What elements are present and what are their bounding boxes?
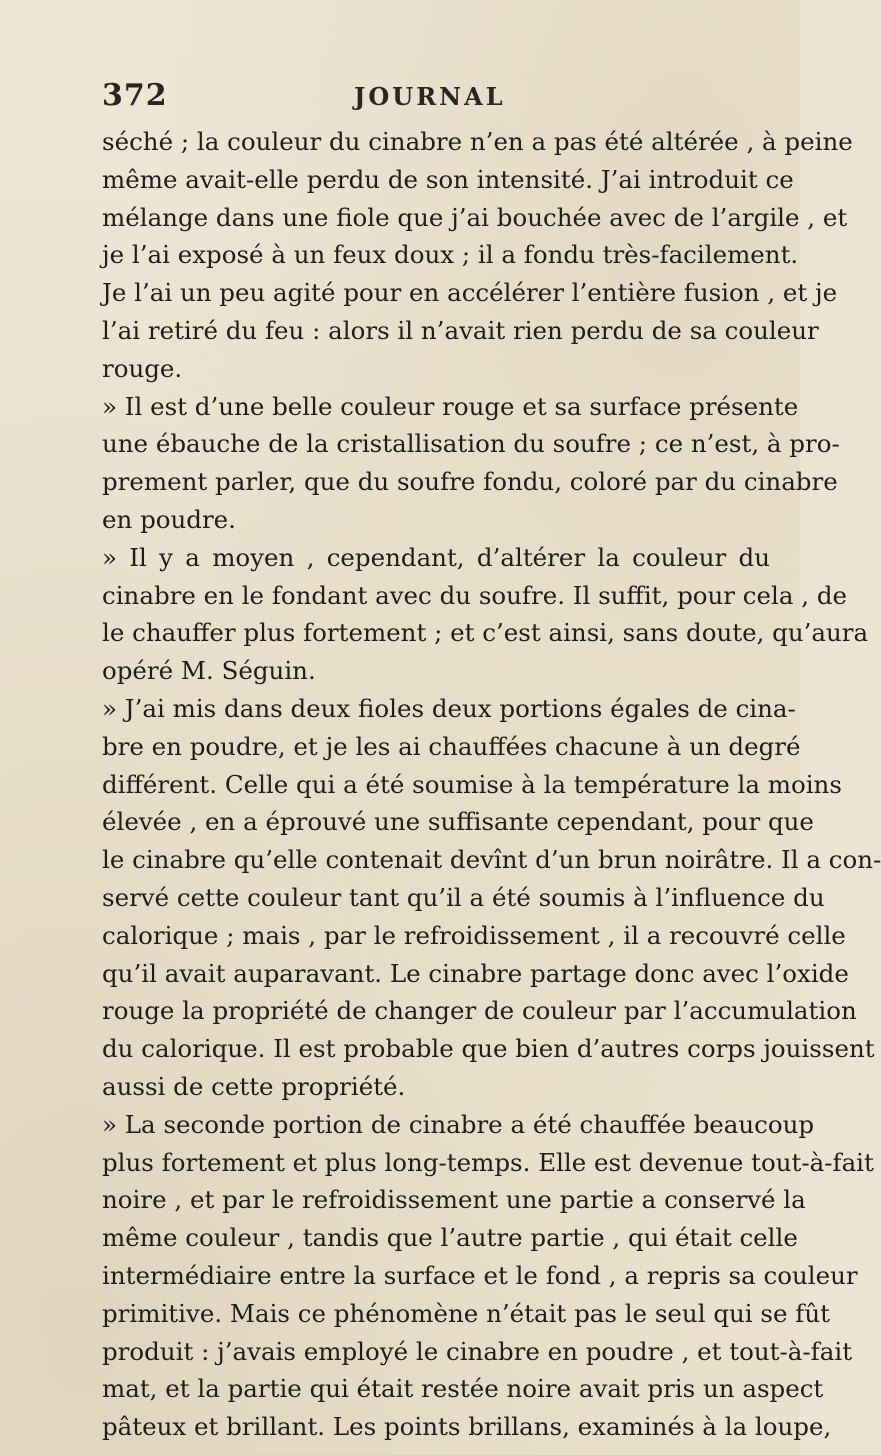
text-line: » Il est d’une belle couleur rouge et sa surface présente [102,391,799,421]
text-line: plus fortement et plus long-temps. Elle est devenue tout-à-fait [102,1147,874,1177]
text-line: une ébauche de la cristallisation du soufre ; ce n’est, à pro- [102,429,840,459]
text-line: aussi de cette propriété. [102,1071,406,1101]
text-line: primitive. Mais ce phénomène n’était pas le seul qui se fût [102,1298,830,1328]
text-line: Je l’ai un peu agité pour en accélérer l’entière fusion , et je [102,278,838,308]
text-line: rouge. [102,353,183,383]
text-line: rouge la propriété de changer de couleur par l’accumulation [102,996,857,1026]
text-line: intermédiaire entre la surface et le fond , a repris sa couleur [102,1260,858,1290]
text-line: séché ; la couleur du cinabre n’en a pas été altérée , à peine [102,127,853,156]
text-line: opéré M. Séguin. [102,656,316,686]
text-line: cinabre en le fondant avec du soufre. Il suffit, pour cela , de [102,580,848,610]
text-line: du calorique. Il est probable que bien d’autres corps jouissent [102,1034,875,1064]
text-line: prement parler, que du soufre fondu, coloré par du cinabre [102,467,838,497]
page-number: 372 [102,78,168,113]
text-line: produit : j’avais employé le cinabre en poudre , et tout-à-fait [102,1336,853,1366]
text-line: qu’il avait auparavant. Le cinabre partage donc avec l’oxide [102,958,849,988]
text-line: l’ai retiré du feu : alors il n’avait rien perdu de sa couleur [102,315,819,345]
text-line: même couleur , tandis que l’autre partie , qui était celle [102,1223,798,1253]
text-line: mélange dans une fiole que j’ai bouchée avec de l’argile , et [102,202,848,232]
text-line: servé cette couleur tant qu’il a été soumis à l’influence du [102,882,825,912]
text-line: en poudre. [102,504,236,534]
text-line: mat, et la partie qui était restée noire avait pris un aspect [102,1374,824,1404]
text-line: pâteux et brillant. Les points brillans, examinés à la loupe, [102,1412,832,1442]
text-line: noire , et par le refroidissement une partie a conservé la [102,1185,806,1215]
body-text [102,123,881,1446]
text-line: je l’ai exposé à un feux doux ; il a fondu très-facilement. [102,240,799,270]
text-line: élevée , en a éprouvé une suffisante cependant, pour que [102,807,814,837]
text-line: même avait-elle perdu de son intensité. J’ai introduit ce [102,164,794,194]
text-line: le cinabre qu’elle contenait devînt d’un brun noirâtre. Il a con- [102,845,881,875]
page-header [102,78,702,118]
text-line: » La seconde portion de cinabre a été chauffée beaucoup [102,1109,815,1139]
text-line: différent. Celle qui a été soumise à la température la moins [102,769,842,799]
text-line: le chauffer plus fortement ; et c’est ainsi, sans doute, qu’aura [102,618,869,648]
text-line: calorique ; mais , par le refroidissement , il a recouvré celle [102,920,846,950]
running-title: JOURNAL [354,82,506,111]
text-line: » J’ai mis dans deux fioles deux portions égales de cina- [102,693,796,723]
text-line: » Il y a moyen , cependant, d’altérer la couleur du [102,542,770,572]
text-line: bre en poudre, et je les ai chauffées chacune à un degré [102,731,801,761]
